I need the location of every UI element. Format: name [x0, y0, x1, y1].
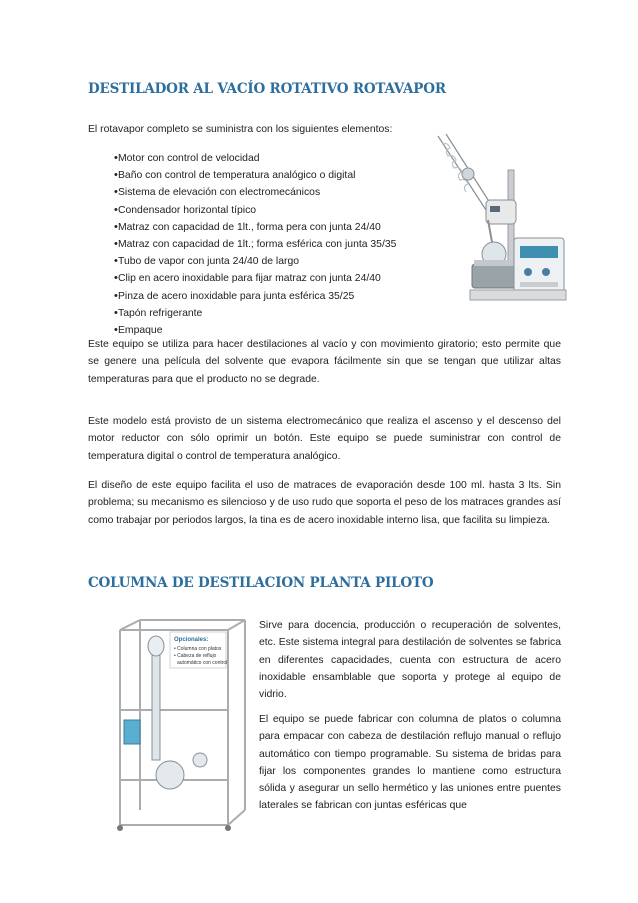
list-item: • Sistema de elevación con electromecánicos — [88, 184, 428, 201]
section-title-rotavapor: DESTILADOR AL VACÍO ROTATIVO ROTAVAPOR — [88, 81, 446, 97]
list-item: • Tapón refrigerante — [88, 305, 428, 322]
caption-line: • Cabeza de reflujo — [174, 653, 217, 659]
list-item: • Clip en acero inoxidable para fijar matraz con junta 24/40 — [88, 270, 428, 287]
paragraph: El equipo se puede fabricar con columna de platos o columna para empacar con cabeza de destilación reflujo manual o reflujo automático con tiempo programable. Su sistema de bridas para fijar los componentes grandes lo mantiene como estructura sólida y asegurar un sello hermético y las uniones entre puentes laterales se fabrican con juntas esféricas que — [259, 714, 561, 812]
paragraph: Este modelo está provisto de un sistema electromecánico que realiza el ascenso y el descenso del motor reductor con sólo oprimir un botón. Este equipo se puede suministrar con control de temperatura digital o control de temperatura analógico. — [88, 416, 561, 462]
section-title-columna: COLUMNA DE DESTILACION PLANTA PILOTO — [88, 575, 434, 591]
list-item: • Baño con control de temperatura analógico o digital — [88, 167, 428, 184]
component-list — [88, 150, 428, 339]
list-item: • Matraz con capacidad de 1lt.; forma esférica con junta 35/35 — [88, 236, 418, 253]
intro-text: El rotavapor completo se suministra con los siguientes elementos: — [88, 124, 393, 135]
rotavapor-image — [428, 130, 568, 330]
list-item: • Condensador horizontal típico — [88, 202, 428, 219]
list-item: • Tubo de vapor con junta 24/40 de largo — [88, 253, 428, 270]
paragraph: Este equipo se utiliza para hacer destilaciones al vacío y con movimiento giratorio; esto permite que se genere una película del solvente que evapora fácilmente sin que se tengan que utilizar altas temperaturas para que el producto no se degrade. — [88, 339, 561, 385]
list-item: • Matraz con capacidad de 1lt., forma pera con junta 24/40 — [88, 219, 428, 236]
list-item: • Motor con control de velocidad — [88, 150, 428, 167]
caption-line: automático con control — [177, 660, 228, 666]
list-item: • Empaque — [88, 322, 428, 339]
paragraph: El diseño de este equipo facilita el uso de matraces de evaporación desde 100 ml. hasta 3 lts. Sin problema; su mecanismo es silencioso y de uso rudo que soporta el peso de los matraces grandes así como trabajar por periodos largos, la tina es de acero inoxidable interno lisa, que facilita su limpieza. — [88, 480, 561, 526]
distillation-column-image — [100, 610, 250, 838]
caption-line: • Columna con platos — [174, 646, 222, 652]
paragraph: Sirve para docencia, producción o recuperación de solventes, etc. Este sistema integral para destilación de solventes se fabrica en diferentes capacidades, cuenta con estructura de acero inoxidable ensamblable que soporta y protege al equipo de vidrio. — [259, 620, 561, 701]
list-item: • Pinza de acero inoxidable para junta esférica 35/25 — [88, 288, 428, 305]
caption-heading: Opcionales: — [174, 637, 209, 643]
